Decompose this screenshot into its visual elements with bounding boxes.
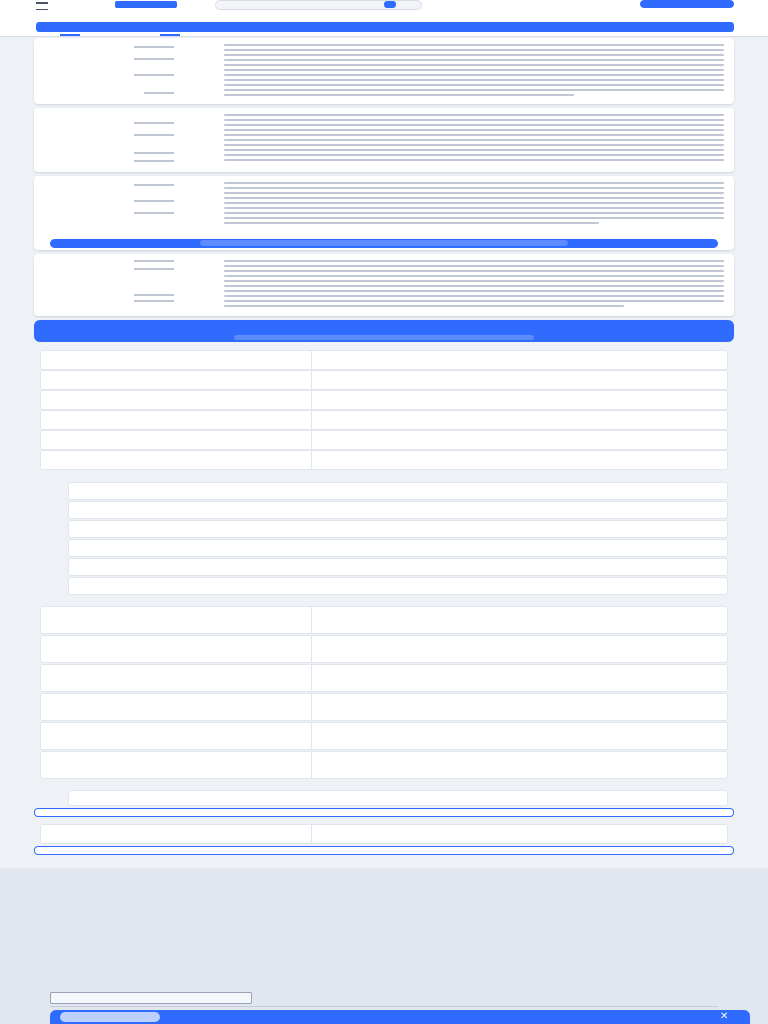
document-preview-page (34, 108, 734, 172)
document-thumbnail (41, 411, 312, 429)
page-margin-column (34, 38, 184, 104)
qa-item[interactable] (68, 482, 728, 500)
site-footer (0, 868, 768, 1024)
qa-item[interactable] (68, 520, 728, 538)
list-item[interactable] (40, 350, 728, 370)
bottom-promo-banner[interactable] (50, 1010, 750, 1024)
newly-uploaded-item[interactable] (40, 824, 728, 844)
document-thumbnail (41, 351, 312, 369)
students-also-studied-list (40, 350, 728, 470)
footer-divider (50, 1006, 718, 1007)
top-navigation-bar (0, 0, 768, 10)
view-full-document-top-button[interactable] (36, 22, 734, 32)
view-full-document-banner[interactable] (50, 239, 718, 248)
document-thumbnail (41, 371, 312, 389)
qa-item[interactable] (68, 539, 728, 557)
qa-item[interactable] (68, 577, 728, 595)
trust-seal-badge[interactable] (50, 992, 252, 1004)
document-thumbnail (41, 391, 312, 409)
list-item[interactable] (40, 664, 728, 692)
join-button[interactable] (640, 0, 734, 8)
blurred-document-text (224, 182, 724, 230)
brand-logo-icon[interactable] (115, 1, 177, 8)
list-item[interactable] (40, 410, 728, 430)
other-related-materials-list (40, 606, 728, 778)
document-thumbnail (41, 451, 312, 469)
list-item[interactable] (40, 606, 728, 634)
end-of-preview-banner (34, 320, 734, 342)
document-thumbnail (41, 431, 312, 449)
blurred-document-text (224, 44, 724, 96)
see-more-documents-button[interactable] (34, 846, 734, 855)
document-thumbnail (41, 665, 312, 691)
document-thumbnail (41, 752, 312, 778)
document-thumbnail (41, 636, 312, 662)
qa-item[interactable] (68, 501, 728, 519)
blurred-document-text (224, 260, 724, 308)
document-thumbnail (41, 723, 312, 749)
download-icon[interactable] (160, 34, 180, 36)
list-item[interactable] (40, 722, 728, 750)
promo-illustration-icon (60, 1012, 160, 1022)
zoom-icon[interactable] (60, 34, 80, 36)
document-thumbnail (41, 694, 312, 720)
page-margin-column (34, 108, 184, 172)
list-item[interactable] (40, 390, 728, 410)
document-title-bar (0, 10, 768, 37)
end-of-preview-button[interactable] (234, 335, 534, 340)
list-item[interactable] (40, 450, 728, 470)
close-icon[interactable]: ✕ (720, 1011, 729, 1022)
search-bar[interactable] (215, 0, 422, 10)
list-item[interactable] (40, 635, 728, 663)
document-preview-page (34, 254, 734, 316)
list-item[interactable] (40, 370, 728, 390)
related-qa-list (68, 482, 728, 596)
qa-item[interactable] (68, 558, 728, 576)
document-preview-page (34, 38, 734, 104)
see-more-questions-button[interactable] (34, 808, 734, 817)
list-item[interactable] (40, 751, 728, 779)
search-icon (384, 1, 396, 8)
document-thumbnail (41, 825, 312, 843)
page-margin-column (34, 254, 184, 316)
list-item[interactable] (40, 693, 728, 721)
recent-question-item[interactable] (68, 790, 728, 806)
blurred-document-text (224, 114, 724, 164)
document-thumbnail (41, 607, 312, 633)
list-item[interactable] (40, 430, 728, 450)
